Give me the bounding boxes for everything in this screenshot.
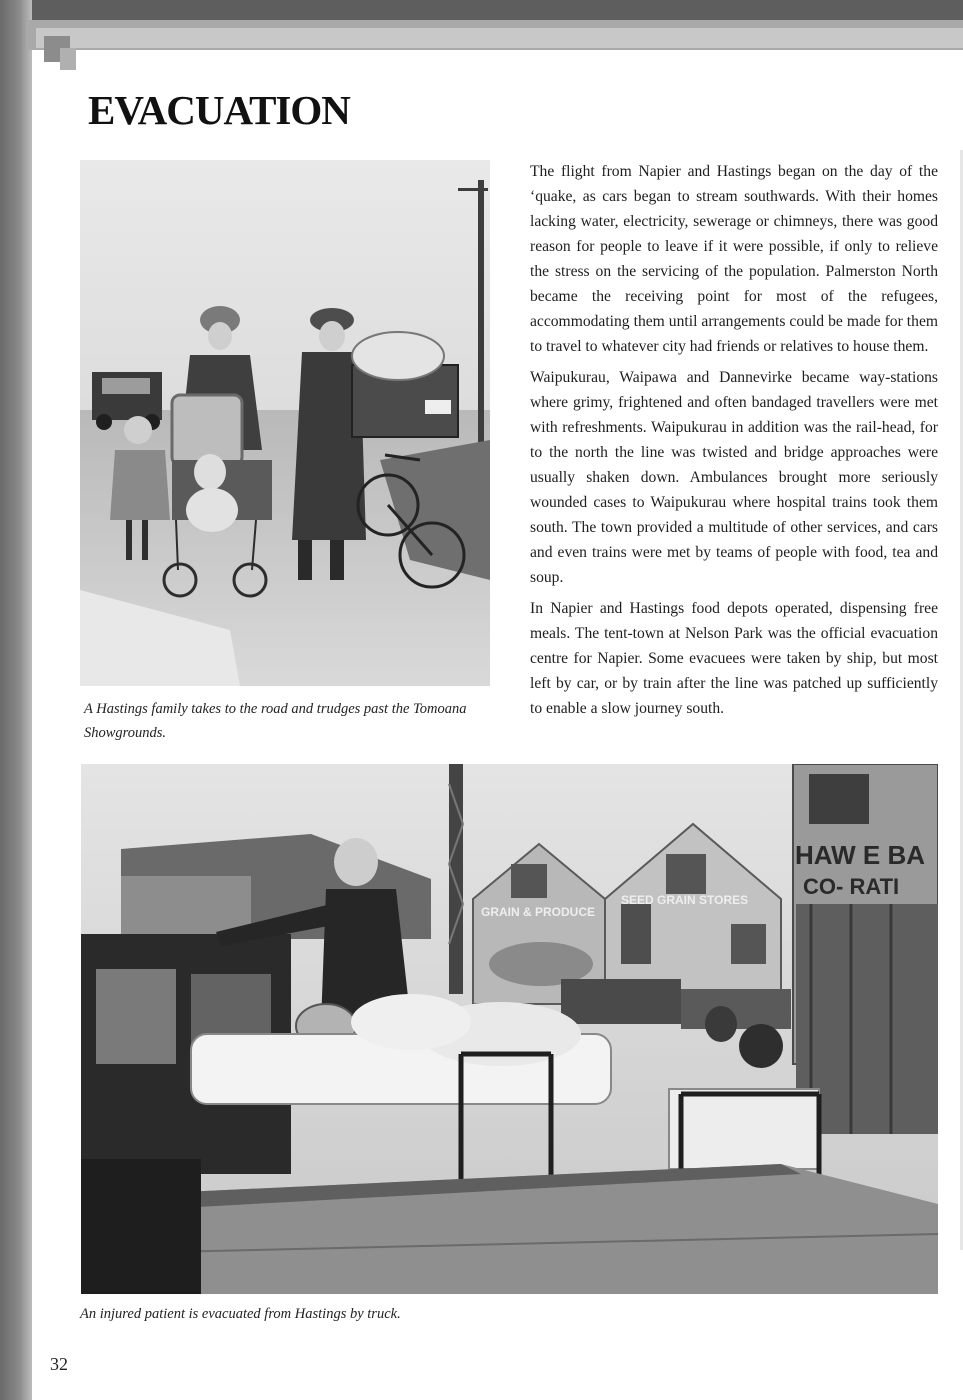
page-frame-band-inner: [36, 28, 963, 48]
page-frame-top: [0, 0, 963, 22]
page-title: EVACUATION: [88, 87, 350, 133]
page-number: 32: [50, 1354, 68, 1374]
family-photo: [80, 160, 490, 686]
body-paragraph-1: The flight from Napier and Hastings began on the day of the ‘quake, as cars began to stream southwards. With their homes lacking water, electricity, sewerage or chimneys, there was good reason for people to leave if it were possible, if only to relieve the stress on the servicing of the population. Palmerston North became the receiving point for most of the refugees, accommodating them until arrangements could be made for them to travel to whatever city had friends or relatives to house them.: [530, 163, 938, 355]
family-photo-caption: A Hastings family takes to the road and trudges past the Tomoana Showgrounds.: [84, 701, 467, 741]
truck-photo-illustration: [81, 764, 938, 1294]
sign-hawkes-bay: HAW E BA: [795, 840, 925, 870]
article-body: [530, 159, 938, 727]
truck-photo-caption: An injured patient is evacuated from Hastings by truck.: [80, 1306, 401, 1322]
sign-seed-grain-stores: SEED GRAIN STORES: [621, 893, 749, 907]
truck-photo: [81, 764, 938, 1294]
sign-grain-produce: GRAIN & PRODUCE: [481, 905, 596, 919]
page-frame-notch-inner: [60, 48, 76, 70]
sign-co-operative: CO- RATI: [803, 874, 900, 899]
page-frame-left: [0, 0, 32, 1400]
body-paragraph-2: Waipukurau, Waipawa and Dannevirke became way-stations where grimy, frightened and often bandaged travellers were met with refreshments. Waipukurau in addition was the rail-head, for to the north the line was twisted and bridge approaches were usually shaken down. Ambulances brought more seriously wounded cases to Waipukurau where hospital trains took them south. The town provided a multitude of other services, and cars and even trains were met by teams of people with food, tea and soup.: [530, 369, 938, 586]
family-photo-illustration: [80, 160, 490, 686]
body-paragraph-3: In Napier and Hastings food depots operated, dispensing free meals. The tent-town at Nelson Park was the official evacuation centre for Napier. Some evacuees were taken by ship, but most left by car, or by train after the line was patched up sufficiently to enable a slow journey south.: [530, 600, 938, 717]
